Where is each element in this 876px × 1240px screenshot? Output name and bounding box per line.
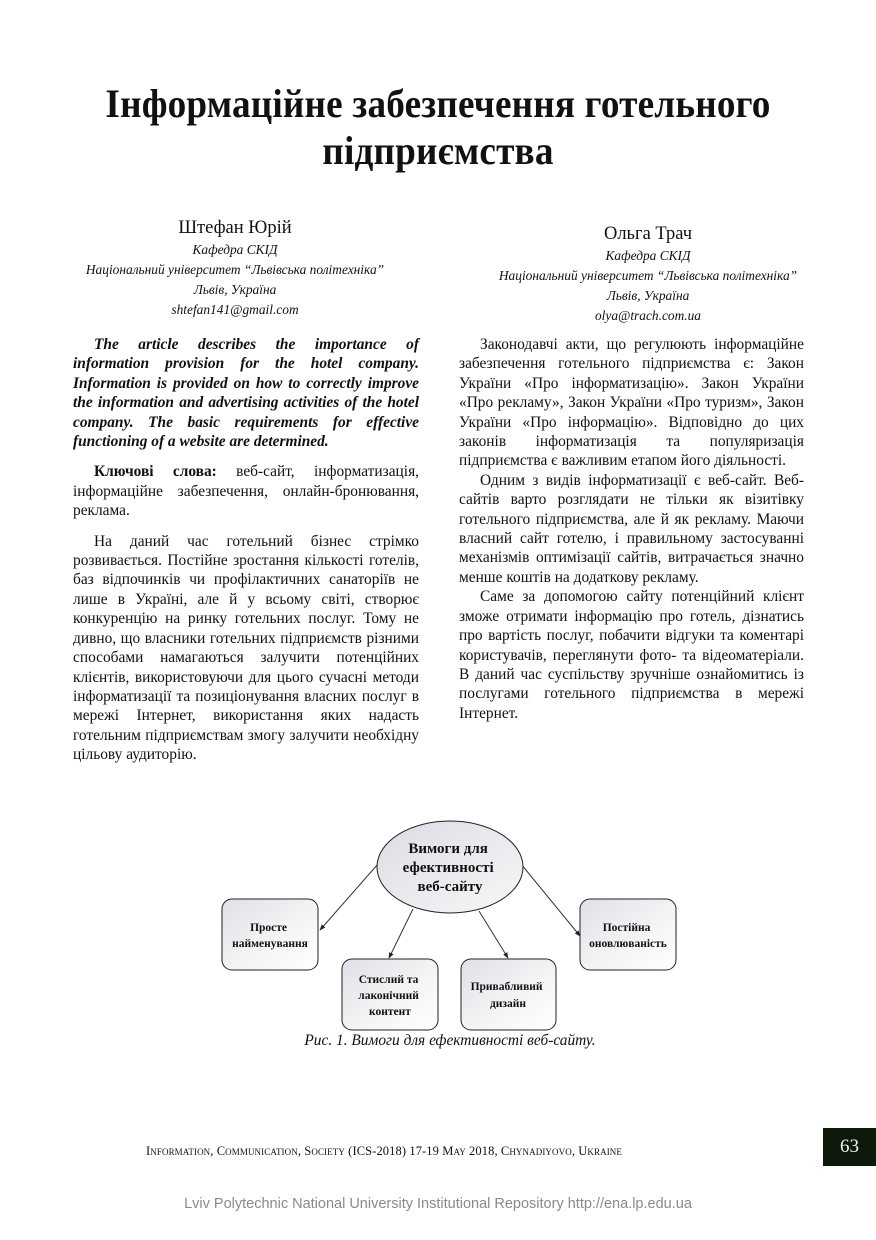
page-number: 63 <box>823 1128 876 1166</box>
body-paragraph: Саме за допомогою сайту потенційний клієнт зможе отримати інформацію про готель, дізнатись про вартість послуг, побачити відгуки та коментарі користувачів, переглянути фото- та відеоматеріали. В даний час суспільству зручніше ознайомитись із послугами готельного підприємства в мережі Інтернет. <box>459 588 804 722</box>
center-label-line: веб-сайту <box>417 879 483 895</box>
node-label-line: Привабливий <box>470 981 543 993</box>
author-city: Львів, Україна <box>193 282 277 297</box>
node-box <box>580 899 676 970</box>
author-name: Ольга Трач <box>603 224 693 244</box>
abstract: The article describes the importance of information provision for the hotel company. Information is provided on how to correctly improve the information and advertising activities of the hotel company. The basic requirements for effective functioning of a website are determined. <box>73 336 419 451</box>
author-email[interactable]: shtefan141@gmail.com <box>171 302 299 317</box>
node-box <box>461 959 556 1030</box>
node-constant-updates <box>580 899 676 970</box>
author-university: Національний університет “Львівська політехніка” <box>498 268 798 283</box>
arrow-connector <box>479 911 508 958</box>
node-concise-content <box>342 959 438 1030</box>
node-label-line: Просте <box>250 922 288 934</box>
node-label-line: дизайн <box>489 998 527 1010</box>
conference-footer: Information, Communication, Society (ICS-2018) 17-19 May 2018, Chynadiyovo, Ukraine <box>146 1144 622 1158</box>
node-label-line: Стислий та <box>358 974 419 986</box>
author-email[interactable]: olya@trach.com.ua <box>594 308 702 323</box>
author-city: Львів, Україна <box>606 288 690 303</box>
author-department: Кафедра СКІД <box>605 248 691 263</box>
node-simple-name <box>222 899 318 970</box>
author-university: Національний університет “Львівська політехніка” <box>85 262 385 277</box>
node-label-line: лаконічний <box>358 990 419 1002</box>
center-label-line: ефективності <box>402 860 494 876</box>
keywords-text: веб-сайт, інформатизація, інформаційне забезпечення, онлайн-бронювання, реклама. <box>73 463 419 520</box>
node-box <box>222 899 318 970</box>
arrow-connector <box>389 909 413 958</box>
paper-title-line-2: підприємства <box>322 128 554 173</box>
node-label-line: контент <box>369 1006 411 1018</box>
body-paragraph: Одним з видів інформатизації є веб-сайт. Веб-сайтів варто розглядати не тільки як візитівку готельного підприємства, але й як рекламу. Маючи власний сайт готелю, і правильному застосуванні механізмів оптимізації сайтів, витрачається значно менше коштів на додаткову рекламу. <box>459 471 804 586</box>
body-paragraph: Законодавчі акти, що регулюють інформаційне забезпечення готельного підприємства є: Закон України «Про інформатизацію». Закон України «Про рекламу», Закон України «Про туризм», Закон України «Про інформацію». Відповідно до цих законів інформатизація та популяризація підприємства є важливим етапом його діяльності. <box>459 336 804 470</box>
author-department: Кафедра СКІД <box>192 242 278 257</box>
arrow-connector <box>521 864 580 936</box>
author-name: Штефан Юрій <box>178 218 292 238</box>
repository-watermark[interactable]: Lviv Polytechnic National University Institutional Repository http://ena.lp.edu.ua <box>184 1196 692 1212</box>
paper-title-line-1: Інформаційне забезпечення готельного <box>105 81 771 126</box>
node-label-line: Постійна <box>602 922 651 934</box>
node-attractive-design <box>461 959 556 1030</box>
keywords-label: Ключові слова: <box>94 463 217 481</box>
center-node <box>377 821 523 913</box>
arrow-connector <box>320 864 378 930</box>
node-label-line: найменування <box>232 938 308 950</box>
body-paragraph: На даний час готельний бізнес стрімко розвивається. Постійне зростання кількості готелів, баз відпочинків чи профілактичних санаторіїв не лише в Україні, але й у всьому світі, створює конкуренцію на ринку готельних послуг. Тому не дивно, що власники готельних підприємств різними способами намагаються залучити потенційних клієнтів, використовуючи для цього сучасні методи інформатизації та позиціонування власних послуг в мережі Інтернет, використання яких надасть готельним підприємствам змогу залучити необхідну цільову аудиторію. <box>73 532 419 764</box>
figure-caption: Рис. 1. Вимоги для ефективності веб-сайту. <box>304 1032 596 1049</box>
center-label-line: Вимоги для <box>408 841 488 857</box>
node-label-line: оновлюваність <box>589 938 667 950</box>
